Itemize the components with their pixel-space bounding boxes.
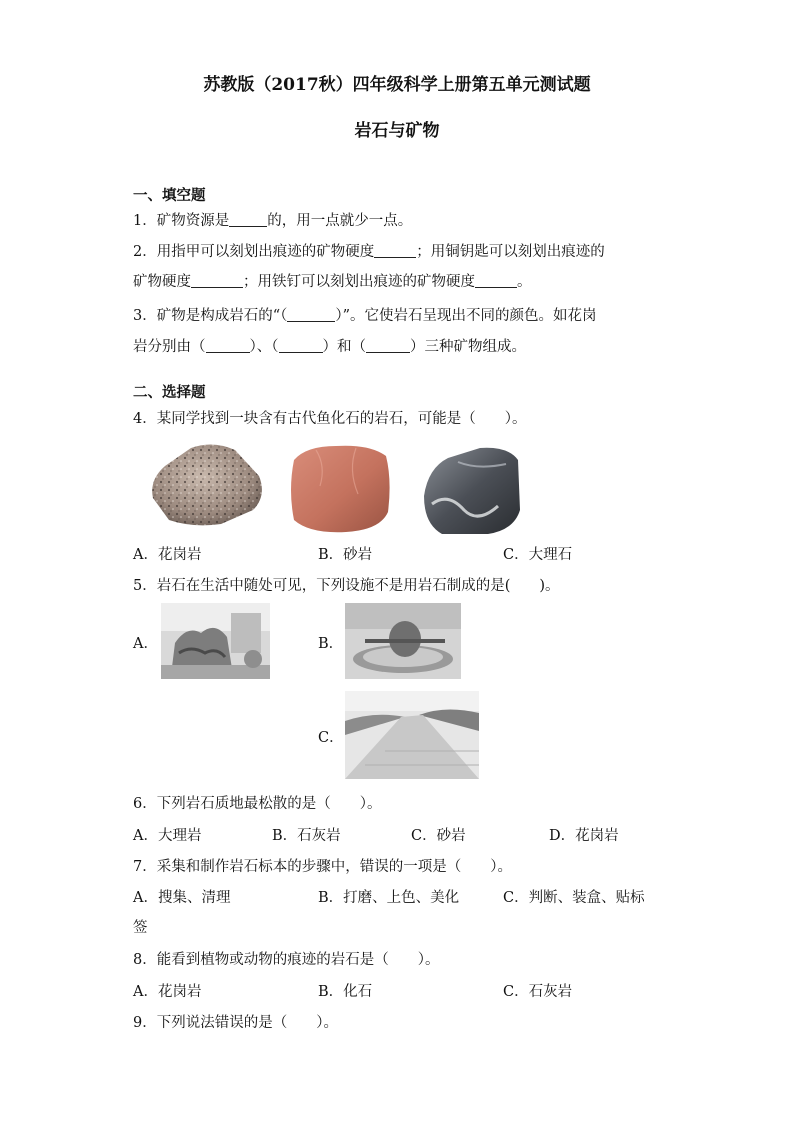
question-9: 9．下列说法错误的是（ ）。: [133, 1015, 338, 1031]
answer-blank[interactable]: [287, 307, 335, 322]
paved-road-photo[interactable]: [345, 691, 479, 779]
q7-option-c-wrap: 签: [133, 920, 148, 936]
q6-option-d[interactable]: D．花岗岩: [549, 828, 619, 844]
question-3-cont: 岩分别由（ ）、（ ）和（ ）三种矿物组成。: [133, 339, 526, 355]
q4-option-a[interactable]: A．花岗岩: [133, 547, 202, 563]
q7-option-b[interactable]: B．打磨、上色、美化: [318, 890, 460, 906]
q4-option-b[interactable]: B．砂岩: [318, 547, 373, 563]
q5-option-c-label[interactable]: C．: [318, 730, 344, 746]
page-title: 苏教版（2017秋）四年级科学上册第五单元测试题: [203, 75, 591, 95]
sandstone-rock-image: [286, 440, 394, 536]
q8-option-b[interactable]: B．化石: [318, 984, 373, 1000]
answer-blank[interactable]: [279, 338, 323, 353]
question-2: 2．用指甲可以刻划出痕迹的矿物硬度 ；用铜钥匙可以刻划出痕迹的: [133, 244, 605, 260]
question-4: 4．某同学找到一块含有古代鱼化石的岩石，可能是（ ）。: [133, 411, 527, 427]
q7-option-c[interactable]: C．判断、装盒、贴标: [503, 890, 645, 906]
q7-option-a[interactable]: A．搜集、清理: [133, 890, 231, 906]
marble-rock-image: [418, 440, 524, 538]
q8-option-a[interactable]: A．花岗岩: [133, 984, 202, 1000]
answer-blank[interactable]: [366, 338, 410, 353]
q6-option-a[interactable]: A．大理岩: [133, 828, 202, 844]
answer-blank[interactable]: [229, 212, 267, 227]
question-7: 7．采集和制作岩石标本的步骤中，错误的一项是（ ）。: [133, 859, 512, 875]
q5-option-a-label[interactable]: A．: [133, 636, 158, 652]
stone-mill-photo[interactable]: [345, 603, 461, 679]
question-3: 3．矿物是构成岩石的“（ ）”。它使岩石呈现出不同的颜色。如花岗: [133, 308, 597, 324]
question-8: 8．能看到植物或动物的痕迹的岩石是（ ）。: [133, 952, 440, 968]
answer-blank[interactable]: [206, 338, 250, 353]
granite-rock-image: [143, 440, 269, 528]
section-heading-choice: 二、选择题: [133, 384, 206, 401]
q6-option-c[interactable]: C．砂岩: [411, 828, 466, 844]
q4-option-c[interactable]: C．大理石: [503, 547, 573, 563]
question-2-cont: 矿物硬度 ；用铁钉可以刻划出痕迹的矿物硬度 。: [133, 274, 532, 290]
question-5: 5．岩石在生活中随处可见，下列设施不是用岩石制成的是( )。: [133, 578, 560, 594]
question-6: 6．下列岩石质地最松散的是（ ）。: [133, 796, 382, 812]
question-1: 1．矿物资源是 的，用一点就少一点。: [133, 213, 413, 229]
page-subtitle: 岩石与矿物: [354, 121, 440, 141]
q5-option-b-label[interactable]: B．: [318, 636, 344, 652]
q6-option-b[interactable]: B．石灰岩: [272, 828, 341, 844]
q8-option-c[interactable]: C．石灰岩: [503, 984, 573, 1000]
section-heading-fill: 一、填空题: [133, 187, 206, 204]
answer-blank[interactable]: [475, 273, 517, 288]
answer-blank[interactable]: [374, 243, 416, 258]
rockery-garden-photo[interactable]: [161, 603, 270, 679]
answer-blank[interactable]: [191, 273, 243, 288]
